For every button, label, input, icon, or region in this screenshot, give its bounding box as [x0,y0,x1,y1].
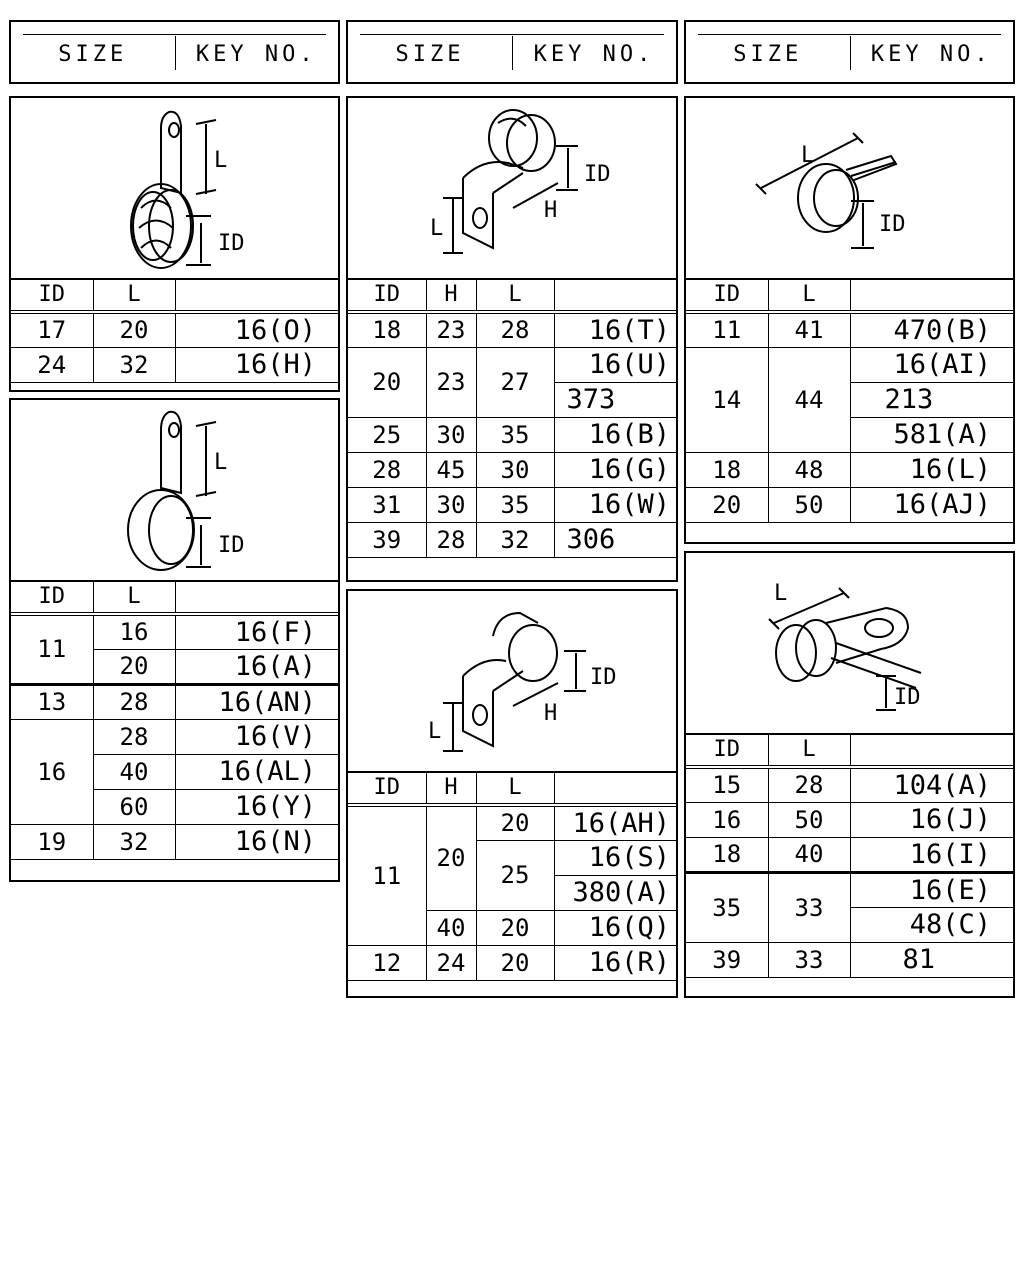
col-id: ID [686,733,768,767]
table-row [348,312,676,347]
table-cell: 33 [768,942,850,977]
clamp-drawing [348,591,676,773]
dim-id-label: ID [584,162,611,187]
table-cell: 16(AL) [175,754,338,789]
table-cell: 16(L) [850,452,1013,487]
table-cell: 11 [348,805,426,945]
table-row [348,347,676,382]
table-cell: 30 [476,452,554,487]
header-col-1 [9,20,340,84]
header-col-2 [346,20,678,84]
size-table [686,278,1013,523]
col-h: H [426,771,476,805]
table-cell: 28 [426,522,476,557]
col-id: ID [348,278,426,312]
col-id: ID [348,771,426,805]
table-cell: 50 [768,802,850,837]
panel-band-clamp [684,96,1015,544]
dim-id-label: ID [590,665,617,690]
table-cell: 11 [686,312,768,347]
table-row [348,452,676,487]
table-cell: 16(R) [554,945,676,980]
clamp-drawing [686,98,1013,280]
table-row [686,312,1013,347]
table-cell: 306 [554,522,676,557]
table-cell: 20 [686,487,768,522]
size-table [11,278,338,383]
table-cell: 213 [850,382,1013,417]
dim-id-label: ID [879,212,906,237]
table-cell: 16(W) [554,487,676,522]
table-cell: 60 [93,789,175,824]
size-table [348,771,676,981]
dim-id-label: ID [218,533,245,558]
table-cell: 11 [11,614,93,684]
table-row [686,487,1013,522]
table-cell: 380(A) [554,875,676,910]
table-cell: 18 [348,312,426,347]
table-cell: 16(I) [850,837,1013,872]
table-row [348,487,676,522]
table-cell: 13 [11,684,93,719]
size-label: SIZE [733,42,803,67]
size-table [348,278,676,558]
table-row [686,767,1013,802]
col-key [175,580,338,614]
table-cell: 470(B) [850,312,1013,347]
key-no-label: KEY NO. [870,42,992,67]
col-id: ID [11,580,93,614]
table-cell: 19 [11,824,93,859]
table-cell: 28 [768,767,850,802]
table-cell: 27 [476,347,554,417]
table-cell: 40 [768,837,850,872]
table-cell: 35 [686,872,768,942]
table-row [348,945,676,980]
size-label: SIZE [395,42,465,67]
table-row [686,942,1013,977]
table-cell: 23 [426,312,476,347]
table-cell: 16(Y) [175,789,338,824]
table-cell: 12 [348,945,426,980]
col-key [175,278,338,312]
table-cell: 16(AN) [175,684,338,719]
table-cell: 45 [426,452,476,487]
table-cell: 32 [476,522,554,557]
header-col-3 [684,20,1015,84]
table-cell: 16(AJ) [850,487,1013,522]
table-cell: 16(A) [175,649,338,684]
dim-l-label: L [774,581,788,606]
col-l: L [768,278,850,312]
dim-id-label: ID [894,685,921,710]
table-cell: 39 [348,522,426,557]
table-cell: 24 [11,347,93,382]
table-cell: 28 [93,684,175,719]
table-cell: 39 [686,942,768,977]
table-cell: 16(H) [175,347,338,382]
table-cell: 16(T) [554,312,676,347]
table-cell: 40 [426,910,476,945]
table-row [348,417,676,452]
col-key [850,733,1013,767]
table-row [11,719,338,754]
table-row [11,824,338,859]
col-id: ID [686,278,768,312]
table-row [11,312,338,347]
table-row [11,684,338,719]
table-cell: 16(G) [554,452,676,487]
clamp-drawing [11,400,338,582]
dim-l-label: L [801,143,815,168]
table-cell: 33 [768,872,850,942]
key-no-label: KEY NO. [533,42,655,67]
table-cell: 81 [850,942,1013,977]
panel-clamp-plain [9,398,340,882]
table-cell: 32 [93,347,175,382]
table-cell: 16 [686,802,768,837]
table-cell: 581(A) [850,417,1013,452]
dim-h-label: H [544,701,558,726]
table-cell: 16(AI) [850,347,1013,382]
table-cell: 16 [93,614,175,649]
table-cell: 50 [768,487,850,522]
table-cell: 40 [93,754,175,789]
col-l: L [476,278,554,312]
col-key [554,771,676,805]
table-cell: 48 [768,452,850,487]
col-l: L [768,733,850,767]
table-cell: 16(N) [175,824,338,859]
table-row [11,614,338,649]
table-cell: 48(C) [850,907,1013,942]
panel-bracket-clamp-plain [346,589,678,998]
table-cell: 16(Q) [554,910,676,945]
table-cell: 16(S) [554,840,676,875]
dim-l-label: L [430,216,444,241]
col-id: ID [11,278,93,312]
table-row [686,837,1013,872]
table-cell: 20 [476,910,554,945]
col-l: L [93,278,175,312]
table-cell: 24 [426,945,476,980]
table-cell: 25 [348,417,426,452]
table-cell: 30 [426,487,476,522]
table-cell: 16(U) [554,347,676,382]
table-cell: 18 [686,837,768,872]
panel-clamp-coiled [9,96,340,392]
table-cell: 18 [686,452,768,487]
table-row [686,452,1013,487]
col-l: L [476,771,554,805]
table-cell: 373 [554,382,676,417]
size-table [11,580,338,860]
table-cell: 16(F) [175,614,338,649]
table-cell: 28 [476,312,554,347]
table-cell: 17 [11,312,93,347]
table-row [686,347,1013,382]
table-cell: 20 [476,945,554,980]
table-cell: 20 [426,805,476,910]
table-cell: 16(J) [850,802,1013,837]
table-cell: 20 [93,649,175,684]
panel-bracket-clamp-slotted [346,96,678,582]
table-row [686,872,1013,907]
table-cell: 20 [348,347,426,417]
col-h: H [426,278,476,312]
table-cell: 16(AH) [554,805,676,840]
key-no-label: KEY NO. [195,42,317,67]
dim-h-label: H [544,198,558,223]
table-cell: 31 [348,487,426,522]
table-cell: 25 [476,840,554,910]
table-cell: 20 [93,312,175,347]
col-l: L [93,580,175,614]
table-cell: 35 [476,417,554,452]
table-cell: 15 [686,767,768,802]
table-cell: 16 [11,719,93,824]
table-cell: 28 [348,452,426,487]
clamp-drawing [348,98,676,280]
table-cell: 20 [476,805,554,840]
table-cell: 28 [93,719,175,754]
table-cell: 104(A) [850,767,1013,802]
size-label: SIZE [58,42,128,67]
dim-l-label: L [214,450,228,475]
clamp-drawing [686,553,1013,735]
table-cell: 41 [768,312,850,347]
dim-id-label: ID [218,231,245,256]
table-cell: 16(B) [554,417,676,452]
table-cell: 30 [426,417,476,452]
dim-l-label: L [428,719,442,744]
col-key [554,278,676,312]
clamp-drawing [11,98,338,280]
table-cell: 14 [686,347,768,452]
table-cell: 35 [476,487,554,522]
size-table [686,733,1013,978]
table-row [686,802,1013,837]
table-cell: 16(V) [175,719,338,754]
table-row [11,347,338,382]
table-cell: 16(O) [175,312,338,347]
table-cell: 32 [93,824,175,859]
dim-l-label: L [214,148,228,173]
panel-cushion-clamp [684,551,1015,998]
table-row [348,805,676,840]
table-cell: 44 [768,347,850,452]
table-row [348,522,676,557]
table-cell: 16(E) [850,872,1013,907]
col-key [850,278,1013,312]
table-cell: 23 [426,347,476,417]
